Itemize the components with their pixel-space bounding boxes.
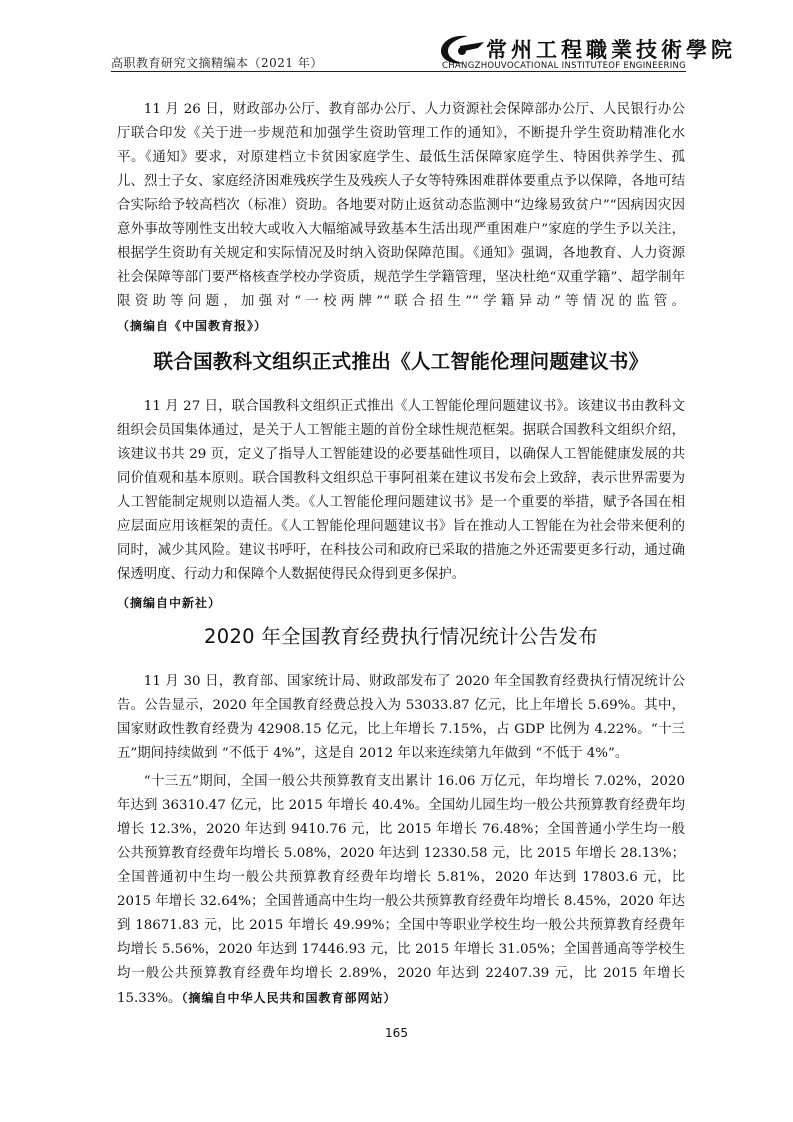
page-number: 165: [385, 1026, 408, 1040]
article-1-source: （摘编自《中国教育报》）: [117, 319, 268, 333]
logo-chinese-name: 常州工程職業技術學院: [486, 37, 736, 62]
article-3-source: （摘编自中华人民共和国教育部网站）: [181, 991, 397, 1005]
article-2-source: （摘编自中新社）: [117, 596, 222, 610]
header-divider: [111, 71, 686, 72]
article-1-body: [117, 98, 685, 339]
header-left-title: 高职教育研究文摘精编本（2021 年）: [111, 56, 323, 70]
article-3-body-2: [117, 770, 685, 1011]
article-3-text: “十三五”期间，全国一般公共预算教育支出累计 16.06 万亿元，年均增长 7.02%，2020 年达到 36310.47 亿元，比 2015 年增长 40.4%。全国幼儿园生均一般公共预算教育经费年均增长 12.3%，2020 年达到 9410.76 元，比 2015 年增长 76.48%；全国普通小学生均一般公共预算教育经费年均增长 5.08%，2020 年达到 12330.58 元，比 2015 年增长 28.13%；全国普通初中生均一般公共预算教育经费年均增长 5.81%，2020 年达到 17803.6 元，比 2015 年增长 32.64%；全国普通高中生均一般公共预算教育经费年均增长 8.45%，2020 年达到 18671.83 元，比 2015 年增长 49.99%；全国中等职业学校生均一般公共预算教育经费年均增长 5.56%，2020 年达到 17446.93 元，比 2015 年增长 31.05%；全国普通高等学校生均一般公共预算教育经费年均增长 2.89%，2020 年达到 22407.39 元，比 2015 年增长 15.33%。: [117, 774, 685, 1006]
logo-english-name: CHANGZHOUVOCATIONAL INSTITUTEOF ENGINEERING: [442, 61, 687, 71]
article-2-text: 11 月 27 日，联合国教科文组织正式推出《人工智能伦理问题建议书》。该建议书由教科文组织会员国集体通过，是关于人工智能主题的首份全球性规范框架。据联合国教科文组织介绍，该建议书共 29 页，定义了指导人工智能建设的必要基础性项目，以确保人工智能健康发展的共同价值观和基本原则。联合国教科文组织总干事阿祖莱在建议书发布会上致辞，表示世界需要为人工智能制定规则以造福人类。《人工智能伦理问题建议书》是一个重要的举措，赋予各国在相应层面应用该框架的责任。《人工智能伦理问题建议书》旨在推动人工智能在为社会带来便利的同时，减少其风险。建议书呼吁，在科技公司和政府已采取的措施之外还需要更多行动，通过确保透明度、行动力和保障个人数据使得民众得到更多保护。: [117, 399, 685, 582]
article-3-title: 2020 年全国教育经费执行情况统计公告发布: [204, 625, 598, 648]
article-1-text: 11 月 26 日，财政部办公厅、教育部办公厅、人力资源社会保障部办公厅、人民银行办公厅联合印发《关于进一步规范和加强学生资助管理工作的通知》，不断提升学生资助精准化水平。《通知》要求，对原建档立卡贫困家庭学生、最低生活保障家庭学生、特困供养学生、孤儿、烈士子女、家庭经济困难残疾学生及残疾人子女等特殊困难群体要重点予以保障，各地可结合实际给予较高档次（标准）资助。各地要对防止返贫动态监测中“边缘易致贫户”“因病因灾因意外事故等刚性支出较大或收入大幅缩减导致基本生活出现严重困难户”家庭的学生予以关注，根据学生资助有关规定和实际情况及时纳入资助保障范围。《通知》强调，各地教育、人力资源社会保障等部门要严格核查学校办学资质，规范学生学籍管理，坚决杜绝“双重学籍”、超学制年限资助等问题，加强对“一校两牌”“联合招生”“学籍异动”等情况的监管。: [117, 102, 685, 309]
article-3-body-1: 11 月 30 日，教育部、国家统计局、财政部发布了 2020 年全国教育经费执行情况统计公告。公告显示，2020 年全国教育经费总投入为 53033.87 亿元，比上年增长 5.69%。其中，国家财政性教育经费为 42908.15 亿元，比上年增长 7.15%，占 GDP 比例为 4.22%。“十三五”期间持续做到 “不低于 4%”，这是自 2012 年以来连续第九年做到 “不低于 4%”。: [117, 674, 685, 761]
article-2-source-line: [117, 591, 685, 616]
article-2-body: [117, 395, 685, 587]
college-logo: [438, 28, 736, 74]
article-2-title: 联合国教科文组织正式推出《人工智能伦理问题建议书》: [153, 350, 649, 373]
page-content: [117, 98, 685, 1011]
